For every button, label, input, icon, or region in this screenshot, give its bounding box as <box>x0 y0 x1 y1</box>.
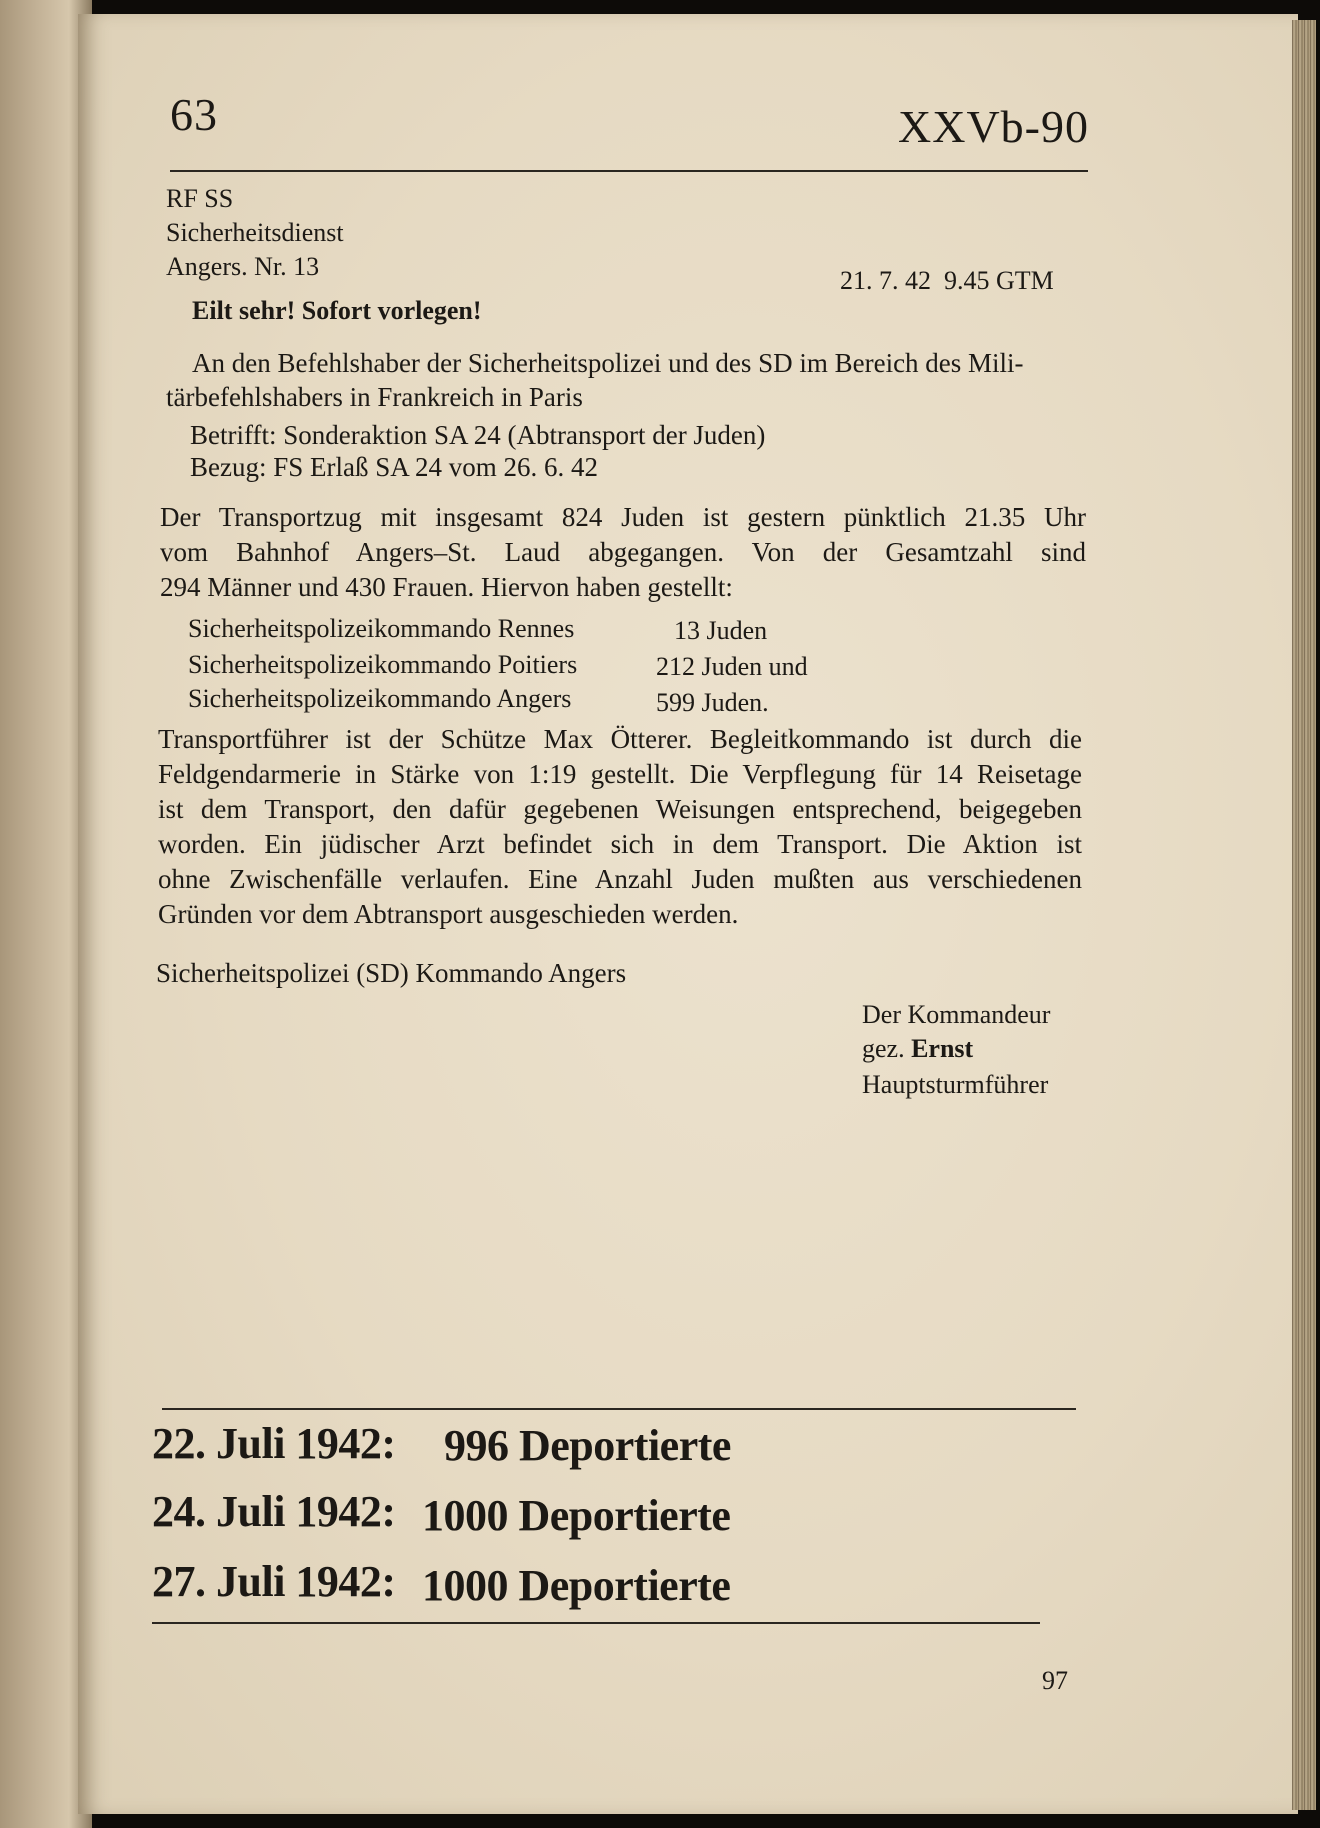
paragraph-line: Der Transportzug mit insgesamt 824 Juden ist gestern pünktlich 21.35 Uhr <box>160 502 1086 532</box>
paragraph-line: Transportführer ist der Schütze Max Ötterer. Begleitkommando ist durch die <box>158 724 1082 754</box>
page-number-footer: 97 <box>1042 1666 1068 1695</box>
deportation-date: 22. Juli 1942: <box>152 1419 396 1468</box>
signatory-title: Der Kommandeur <box>862 1000 1051 1029</box>
signature-line <box>862 1032 973 1066</box>
signature-prefix: gez. <box>862 1034 905 1063</box>
unit-name: Sicherheitspolizeikommando Rennes <box>188 614 575 643</box>
deportation-date: 27. Juli 1942: <box>152 1557 396 1606</box>
sender-line-1: RF SS <box>166 184 234 213</box>
reference-line: Bezug: FS Erlaß SA 24 vom 26. 6. 42 <box>190 452 599 482</box>
unit-count: 599 Juden. <box>656 688 769 717</box>
deportation-date: 24. Juli 1942: <box>152 1487 396 1536</box>
paragraph-line: ist dem Transport, den dafür gegebenen Weisungen entsprechend, beigegeben <box>158 794 1082 824</box>
paragraph-line: Gründen vor dem Abtransport ausgeschieden werden. <box>158 899 739 929</box>
unit-count: 13 Juden <box>674 616 768 645</box>
paragraph-line: 294 Männer und 430 Frauen. Hiervon haben gestellt: <box>160 572 733 602</box>
page-number-left: 63 <box>170 89 218 140</box>
issuing-office: Sicherheitspolizei (SD) Kommando Angers <box>156 958 627 988</box>
signatory-rank: Hauptsturmführer <box>862 1070 1049 1099</box>
summary-bottom-rule <box>152 1622 1040 1624</box>
sender-line-2: Sicherheitsdienst <box>166 218 344 247</box>
paragraph-line: worden. Ein jüdischer Arzt befindet sich in dem Transport. Die Aktion ist <box>158 829 1082 859</box>
signatory-name: Ernst <box>911 1034 974 1063</box>
addressee-line-1: An den Befehlshaber der Sicherheitspolizei und des SD im Bereich des Mili- <box>192 348 1024 378</box>
summary-top-rule <box>162 1408 1076 1410</box>
subject-line: Betrifft: Sonderaktion SA 24 (Abtransport der Juden) <box>190 420 766 450</box>
unit-name: Sicherheitspolizeikommando Angers <box>188 684 572 713</box>
deportation-count: 1000 Deportierte <box>422 1491 731 1540</box>
paragraph-escort <box>158 722 1082 932</box>
telegram-datetime: 21. 7. 42 9.45 GTM <box>840 266 1054 295</box>
document-reference: XXVb-90 <box>898 101 1089 152</box>
sender-line-3: Angers. Nr. 13 <box>166 252 320 281</box>
unit-count: 212 Juden und <box>656 652 808 681</box>
addressee-line-2: tärbefehlshabers in Frankreich in Paris <box>166 382 583 412</box>
paragraph-line: ohne Zwischenfälle verlaufen. Eine Anzahl Juden mußten aus verschiedenen <box>158 864 1082 894</box>
urgent-note: Eilt sehr! Sofort vorlegen! <box>192 296 482 325</box>
deportation-count: 1000 Deportierte <box>422 1561 731 1610</box>
deportation-count: 996 Deportierte <box>444 1421 731 1470</box>
paragraph-line: Feldgendarmerie in Stärke von 1:19 gestellt. Die Verpflegung für 14 Reisetage <box>158 759 1082 789</box>
paragraph-transport <box>160 500 1086 605</box>
header-rule <box>170 170 1088 172</box>
book-right-page-stack <box>1292 20 1316 1810</box>
unit-name: Sicherheitspolizeikommando Poitiers <box>188 650 578 679</box>
paragraph-line: vom Bahnhof Angers–St. Laud abgegangen. Von der Gesamtzahl sind <box>160 537 1086 567</box>
